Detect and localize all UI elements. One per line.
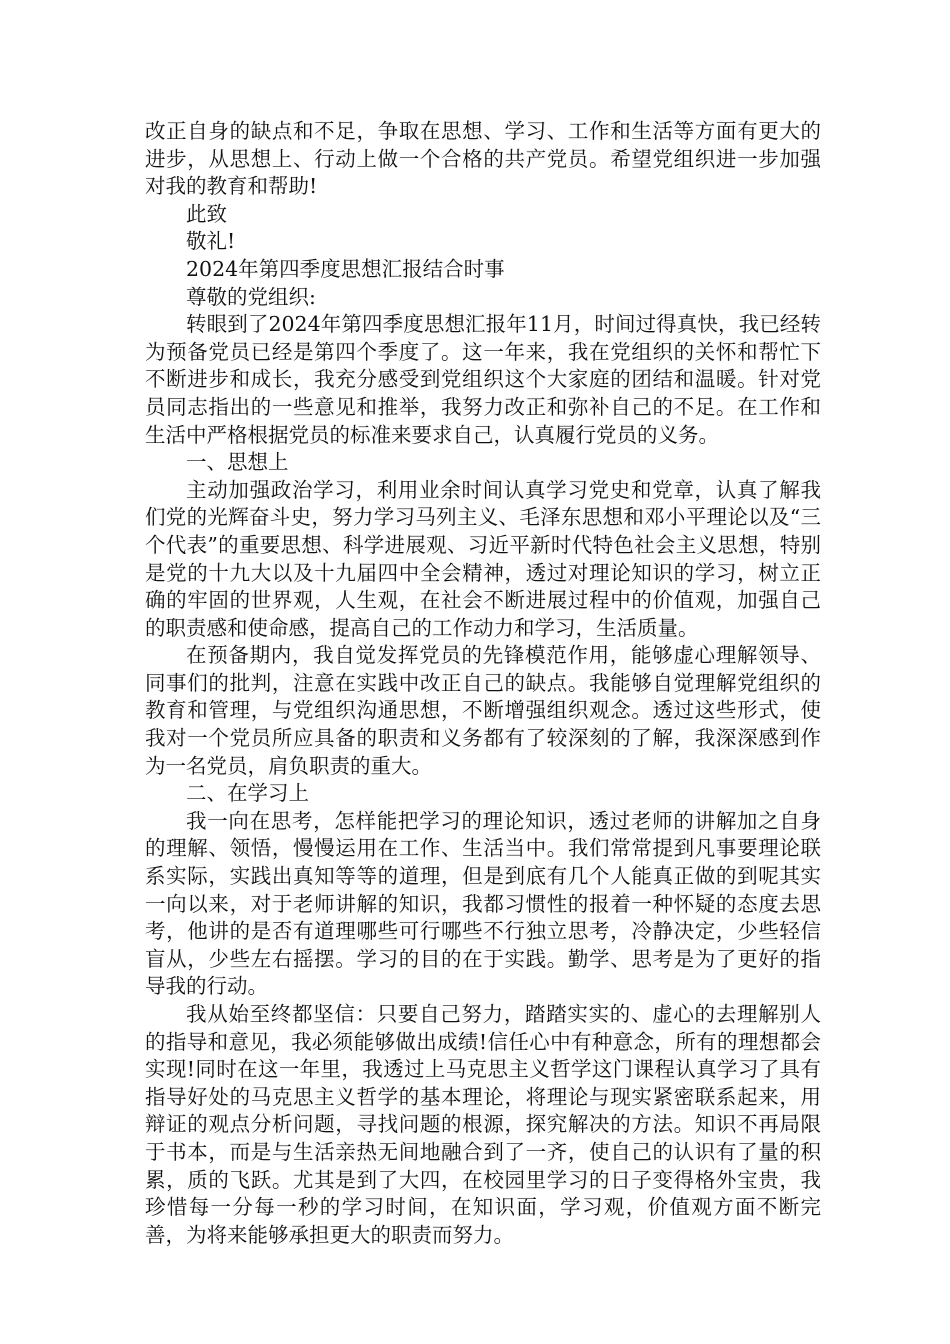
section-heading-thought: 一、思想上: [186, 450, 289, 475]
report-title: 2024年第四季度思想汇报结合时事: [186, 256, 505, 281]
paragraph-intro: 转眼到了2024年第四季度思想汇报年11月，时间过得真快，我已经转为预备党员已经是第四个季度了。这一年来，我在党组织的关怀和帮忙下不断进步和成长，我充分感受到党组织这个大家庭的团结和温暖。针对党员同志指出的一些意见和推举，我努力改正和弥补自己的不足。在工作和生活中严格根据党员的标准来要求自己，认真履行党员的义务。: [145, 312, 821, 447]
section-heading-study: 二、在学习上: [186, 781, 309, 806]
paragraph-continuation: 改正自身的缺点和不足，争取在思想、学习、工作和生活等方面有更大的进步，从思想上、行动上做一个合格的共产党员。希望党组织进一步加强对我的教育和帮助!: [145, 119, 821, 199]
closing-greeting: 此致: [186, 201, 227, 226]
closing-salute: 敬礼!: [186, 229, 236, 254]
paragraph-study-1: 我一向在思考，怎样能把学习的理论知识，透过老师的讲解加之自身的理解、领悟，慢慢运用在工作、生活当中。我们常常提到凡事要理论联系实际，实践出真知等等的道理，但是到底有几个人能真正做的到呢其实一向以来，对于老师讲解的知识，我都习惯性的报着一种怀疑的态度去思考，他讲的是否有道理哪些可行哪些不行独立思考，冷静决定，少些轻信盲从，少些左右摇摆。学习的目的在于实践。勤学、思考是为了更好的指导我的行动。: [145, 808, 821, 999]
document-body: [145, 118, 821, 1249]
paragraph-thought-1: 主动加强政治学习，利用业余时间认真学习党史和党章，认真了解我们党的光辉奋斗史，努力学习马列主义、毛泽东思想和邓小平理论以及“三个代表”的重要思想、科学进展观、习近平新时代特色社会主义思想，特别是党的十九大以及十九届四中全会精神，透过对理论知识的学习，树立正确的牢固的世界观，人生观，在社会不断进展过程中的价值观，加强自己的职责感和使命感，提高自己的工作动力和学习，生活质量。: [145, 477, 821, 640]
paragraph-thought-2: 在预备期内，我自觉发挥党员的先锋模范作用，能够虚心理解领导、同事们的批判，注意在实践中改正自己的缺点。我能够自觉理解党组织的教育和管理，与党组织沟通思想，不断增强组织观念。透过这些形式，使我对一个党员所应具备的职责和义务都有了较深刻的了解，我深深感到作为一名党员，肩负职责的重大。: [145, 643, 821, 778]
salutation: 尊敬的党组织:: [186, 284, 316, 309]
paragraph-study-2: 我从始至终都坚信：只要自己努力，踏踏实实的、虚心的去理解别人的指导和意见，我必须能够做出成绩!信任心中有种意念，所有的理想都会实现!同时在这一年里，我透过上马克思主义哲学这门课程认真学习了具有指导好处的马克思主义哲学的基本理论，将理论与现实紧密联系起来，用辩证的观点分析问题，寻找问题的根源，探究解决的方法。知识不再局限于书本，而是与生活亲热无间地融合到了一齐，使自己的认识有了量的积累，质的飞跃。尤其是到了大四，在校园里学习的日子变得格外宝贵，我珍惜每一分每一秒的学习时间，在知识面，学习观，价值观方面不断完善，为将来能够承担更大的职责而努力。: [145, 1002, 821, 1247]
